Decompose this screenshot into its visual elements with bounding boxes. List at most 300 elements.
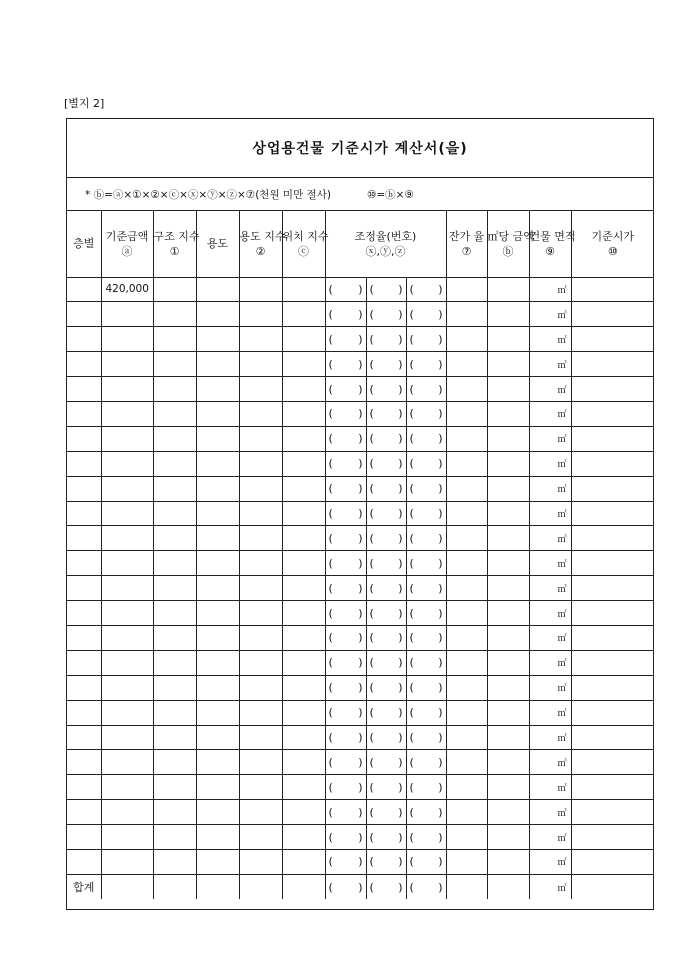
usage-cell[interactable] [196,426,239,451]
residual-rate-cell[interactable] [446,725,487,750]
structure-index-cell[interactable] [153,501,196,526]
residual-rate-cell[interactable] [446,277,487,302]
structure-index-cell[interactable] [153,526,196,551]
residual-rate-cell[interactable] [446,874,487,899]
base-amount-cell[interactable] [101,750,153,775]
base-amount-cell[interactable] [101,327,153,352]
standard-price-cell[interactable] [571,377,654,402]
residual-rate-cell[interactable] [446,576,487,601]
residual-rate-cell[interactable] [446,625,487,650]
residual-rate-cell[interactable] [446,601,487,626]
per-sqm-amount-cell[interactable] [487,377,529,402]
usage-cell[interactable] [196,601,239,626]
location-index-cell[interactable] [282,725,325,750]
standard-price-cell[interactable] [571,800,654,825]
location-index-cell[interactable] [282,576,325,601]
adjustment-cell[interactable] [366,775,406,800]
adjustment-cell[interactable] [366,576,406,601]
adjustment-cell[interactable] [406,401,446,426]
base-amount-cell[interactable] [101,800,153,825]
base-amount-cell[interactable] [101,377,153,402]
building-area-cell[interactable]: ㎡ [529,352,571,377]
building-area-cell[interactable]: ㎡ [529,650,571,675]
standard-price-cell[interactable] [571,750,654,775]
base-amount-cell[interactable] [101,725,153,750]
adjustment-cell[interactable] [406,327,446,352]
residual-rate-cell[interactable] [446,352,487,377]
adjustment-cell[interactable] [366,277,406,302]
adjustment-cell[interactable] [406,377,446,402]
adjustment-cell[interactable] [366,377,406,402]
standard-price-cell[interactable] [571,675,654,700]
usage-index-cell[interactable] [239,825,282,850]
adjustment-cell[interactable] [325,750,366,775]
adjustment-cell[interactable] [406,800,446,825]
adjustment-cell[interactable] [406,725,446,750]
structure-index-cell[interactable] [153,800,196,825]
base-amount-cell[interactable] [101,576,153,601]
adjustment-cell[interactable] [325,501,366,526]
standard-price-cell[interactable] [571,476,654,501]
base-amount-cell[interactable] [101,849,153,874]
location-index-cell[interactable] [282,700,325,725]
location-index-cell[interactable] [282,775,325,800]
residual-rate-cell[interactable] [446,501,487,526]
building-area-cell[interactable]: ㎡ [529,625,571,650]
building-area-cell[interactable]: ㎡ [529,800,571,825]
usage-index-cell[interactable] [239,327,282,352]
adjustment-cell[interactable] [366,650,406,675]
structure-index-cell[interactable] [153,377,196,402]
usage-index-cell[interactable] [239,675,282,700]
residual-rate-cell[interactable] [446,551,487,576]
usage-index-cell[interactable] [239,576,282,601]
structure-index-cell[interactable] [153,650,196,675]
residual-rate-cell[interactable] [446,426,487,451]
adjustment-cell[interactable] [325,302,366,327]
adjustment-cell[interactable] [325,675,366,700]
adjustment-cell[interactable] [325,327,366,352]
base-amount-cell[interactable] [101,501,153,526]
adjustment-cell[interactable] [366,725,406,750]
per-sqm-amount-cell[interactable] [487,700,529,725]
location-index-cell[interactable] [282,551,325,576]
adjustment-cell[interactable] [325,526,366,551]
adjustment-cell[interactable] [325,874,366,899]
location-index-cell[interactable] [282,650,325,675]
building-area-cell[interactable]: ㎡ [529,327,571,352]
adjustment-cell[interactable] [366,501,406,526]
structure-index-cell[interactable] [153,700,196,725]
usage-cell[interactable] [196,352,239,377]
residual-rate-cell[interactable] [446,750,487,775]
residual-rate-cell[interactable] [446,825,487,850]
location-index-cell[interactable] [282,302,325,327]
standard-price-cell[interactable] [571,700,654,725]
location-index-cell[interactable] [282,825,325,850]
adjustment-cell[interactable] [406,849,446,874]
usage-cell[interactable] [196,775,239,800]
adjustment-cell[interactable] [366,675,406,700]
usage-cell[interactable] [196,401,239,426]
building-area-cell[interactable]: ㎡ [529,426,571,451]
per-sqm-amount-cell[interactable] [487,302,529,327]
standard-price-cell[interactable] [571,327,654,352]
residual-rate-cell[interactable] [446,675,487,700]
usage-index-cell[interactable] [239,601,282,626]
adjustment-cell[interactable] [325,700,366,725]
location-index-cell[interactable] [282,426,325,451]
adjustment-cell[interactable] [325,775,366,800]
adjustment-cell[interactable] [325,849,366,874]
residual-rate-cell[interactable] [446,650,487,675]
usage-index-cell[interactable] [239,625,282,650]
structure-index-cell[interactable] [153,849,196,874]
per-sqm-amount-cell[interactable] [487,277,529,302]
per-sqm-amount-cell[interactable] [487,576,529,601]
residual-rate-cell[interactable] [446,849,487,874]
base-amount-cell[interactable] [101,352,153,377]
usage-index-cell[interactable] [239,725,282,750]
adjustment-cell[interactable] [406,352,446,377]
usage-index-cell[interactable] [239,750,282,775]
standard-price-cell[interactable] [571,551,654,576]
standard-price-cell[interactable] [571,576,654,601]
adjustment-cell[interactable] [366,825,406,850]
location-index-cell[interactable] [282,750,325,775]
location-index-cell[interactable] [282,501,325,526]
standard-price-cell[interactable] [571,426,654,451]
adjustment-cell[interactable] [406,551,446,576]
location-index-cell[interactable] [282,874,325,899]
per-sqm-amount-cell[interactable] [487,476,529,501]
usage-index-cell[interactable] [239,377,282,402]
building-area-cell[interactable]: ㎡ [529,501,571,526]
adjustment-cell[interactable] [366,874,406,899]
usage-index-cell[interactable] [239,352,282,377]
adjustment-cell[interactable] [325,551,366,576]
adjustment-cell[interactable] [406,476,446,501]
structure-index-cell[interactable] [153,352,196,377]
adjustment-cell[interactable] [325,377,366,402]
usage-cell[interactable] [196,849,239,874]
usage-cell[interactable] [196,277,239,302]
building-area-cell[interactable]: ㎡ [529,825,571,850]
base-amount-cell[interactable] [101,825,153,850]
per-sqm-amount-cell[interactable] [487,750,529,775]
base-amount-cell[interactable] [101,302,153,327]
adjustment-cell[interactable] [406,451,446,476]
usage-cell[interactable] [196,700,239,725]
base-amount-cell[interactable] [101,601,153,626]
adjustment-cell[interactable] [406,825,446,850]
adjustment-cell[interactable] [366,476,406,501]
usage-cell[interactable] [196,576,239,601]
standard-price-cell[interactable] [571,601,654,626]
building-area-cell[interactable]: ㎡ [529,675,571,700]
residual-rate-cell[interactable] [446,327,487,352]
per-sqm-amount-cell[interactable] [487,800,529,825]
usage-cell[interactable] [196,874,239,899]
building-area-cell[interactable]: ㎡ [529,377,571,402]
per-sqm-amount-cell[interactable] [487,352,529,377]
standard-price-cell[interactable] [571,302,654,327]
structure-index-cell[interactable] [153,426,196,451]
usage-index-cell[interactable] [239,650,282,675]
standard-price-cell[interactable] [571,526,654,551]
structure-index-cell[interactable] [153,277,196,302]
usage-index-cell[interactable] [239,302,282,327]
adjustment-cell[interactable] [366,601,406,626]
structure-index-cell[interactable] [153,750,196,775]
adjustment-cell[interactable] [325,352,366,377]
building-area-cell[interactable]: ㎡ [529,451,571,476]
location-index-cell[interactable] [282,601,325,626]
usage-index-cell[interactable] [239,874,282,899]
location-index-cell[interactable] [282,352,325,377]
per-sqm-amount-cell[interactable] [487,675,529,700]
building-area-cell[interactable]: ㎡ [529,526,571,551]
standard-price-cell[interactable] [571,277,654,302]
structure-index-cell[interactable] [153,551,196,576]
structure-index-cell[interactable] [153,625,196,650]
adjustment-cell[interactable] [406,277,446,302]
structure-index-cell[interactable] [153,601,196,626]
location-index-cell[interactable] [282,451,325,476]
per-sqm-amount-cell[interactable] [487,825,529,850]
structure-index-cell[interactable] [153,302,196,327]
base-amount-cell[interactable] [101,526,153,551]
location-index-cell[interactable] [282,849,325,874]
base-amount-cell[interactable] [101,476,153,501]
per-sqm-amount-cell[interactable] [487,874,529,899]
per-sqm-amount-cell[interactable] [487,551,529,576]
adjustment-cell[interactable] [406,576,446,601]
building-area-cell[interactable]: ㎡ [529,725,571,750]
usage-index-cell[interactable] [239,426,282,451]
per-sqm-amount-cell[interactable] [487,501,529,526]
per-sqm-amount-cell[interactable] [487,601,529,626]
residual-rate-cell[interactable] [446,700,487,725]
base-amount-cell[interactable] [101,401,153,426]
building-area-cell[interactable]: ㎡ [529,277,571,302]
usage-index-cell[interactable] [239,551,282,576]
adjustment-cell[interactable] [406,650,446,675]
usage-index-cell[interactable] [239,775,282,800]
usage-index-cell[interactable] [239,849,282,874]
base-amount-cell[interactable] [101,625,153,650]
usage-index-cell[interactable] [239,700,282,725]
usage-index-cell[interactable] [239,277,282,302]
adjustment-cell[interactable] [366,401,406,426]
standard-price-cell[interactable] [571,352,654,377]
adjustment-cell[interactable] [406,302,446,327]
usage-index-cell[interactable] [239,451,282,476]
adjustment-cell[interactable] [406,874,446,899]
standard-price-cell[interactable] [571,825,654,850]
per-sqm-amount-cell[interactable] [487,426,529,451]
per-sqm-amount-cell[interactable] [487,775,529,800]
standard-price-cell[interactable] [571,725,654,750]
usage-cell[interactable] [196,377,239,402]
usage-index-cell[interactable] [239,800,282,825]
adjustment-cell[interactable] [366,849,406,874]
structure-index-cell[interactable] [153,775,196,800]
building-area-cell[interactable]: ㎡ [529,849,571,874]
residual-rate-cell[interactable] [446,476,487,501]
adjustment-cell[interactable] [406,675,446,700]
usage-index-cell[interactable] [239,501,282,526]
standard-price-cell[interactable] [571,451,654,476]
adjustment-cell[interactable] [406,526,446,551]
residual-rate-cell[interactable] [446,377,487,402]
per-sqm-amount-cell[interactable] [487,650,529,675]
structure-index-cell[interactable] [153,675,196,700]
adjustment-cell[interactable] [406,426,446,451]
structure-index-cell[interactable] [153,725,196,750]
usage-index-cell[interactable] [239,401,282,426]
usage-cell[interactable] [196,675,239,700]
usage-cell[interactable] [196,725,239,750]
structure-index-cell[interactable] [153,825,196,850]
per-sqm-amount-cell[interactable] [487,451,529,476]
adjustment-cell[interactable] [325,426,366,451]
building-area-cell[interactable]: ㎡ [529,576,571,601]
standard-price-cell[interactable] [571,625,654,650]
base-amount-cell[interactable]: 420,000 [101,277,153,302]
location-index-cell[interactable] [282,327,325,352]
adjustment-cell[interactable] [366,700,406,725]
base-amount-cell[interactable] [101,426,153,451]
residual-rate-cell[interactable] [446,451,487,476]
usage-cell[interactable] [196,625,239,650]
adjustment-cell[interactable] [366,750,406,775]
base-amount-cell[interactable] [101,650,153,675]
usage-cell[interactable] [196,551,239,576]
structure-index-cell[interactable] [153,576,196,601]
adjustment-cell[interactable] [366,302,406,327]
base-amount-cell[interactable] [101,451,153,476]
building-area-cell[interactable]: ㎡ [529,775,571,800]
base-amount-cell[interactable] [101,874,153,899]
per-sqm-amount-cell[interactable] [487,401,529,426]
adjustment-cell[interactable] [406,501,446,526]
residual-rate-cell[interactable] [446,775,487,800]
location-index-cell[interactable] [282,625,325,650]
structure-index-cell[interactable] [153,401,196,426]
adjustment-cell[interactable] [406,775,446,800]
location-index-cell[interactable] [282,476,325,501]
usage-cell[interactable] [196,825,239,850]
building-area-cell[interactable]: ㎡ [529,551,571,576]
adjustment-cell[interactable] [325,476,366,501]
base-amount-cell[interactable] [101,551,153,576]
standard-price-cell[interactable] [571,650,654,675]
structure-index-cell[interactable] [153,451,196,476]
usage-cell[interactable] [196,476,239,501]
usage-cell[interactable] [196,327,239,352]
usage-index-cell[interactable] [239,476,282,501]
usage-cell[interactable] [196,451,239,476]
usage-cell[interactable] [196,526,239,551]
building-area-cell[interactable]: ㎡ [529,700,571,725]
location-index-cell[interactable] [282,277,325,302]
usage-cell[interactable] [196,302,239,327]
adjustment-cell[interactable] [366,551,406,576]
base-amount-cell[interactable] [101,675,153,700]
adjustment-cell[interactable] [406,750,446,775]
adjustment-cell[interactable] [406,700,446,725]
location-index-cell[interactable] [282,401,325,426]
structure-index-cell[interactable] [153,327,196,352]
residual-rate-cell[interactable] [446,800,487,825]
standard-price-cell[interactable] [571,775,654,800]
per-sqm-amount-cell[interactable] [487,725,529,750]
structure-index-cell[interactable] [153,476,196,501]
structure-index-cell[interactable] [153,874,196,899]
adjustment-cell[interactable] [366,526,406,551]
location-index-cell[interactable] [282,526,325,551]
location-index-cell[interactable] [282,377,325,402]
adjustment-cell[interactable] [366,800,406,825]
location-index-cell[interactable] [282,800,325,825]
residual-rate-cell[interactable] [446,526,487,551]
usage-cell[interactable] [196,501,239,526]
standard-price-cell[interactable] [571,501,654,526]
standard-price-cell[interactable] [571,874,654,899]
adjustment-cell[interactable] [325,625,366,650]
base-amount-cell[interactable] [101,775,153,800]
building-area-cell[interactable]: ㎡ [529,874,571,899]
adjustment-cell[interactable] [325,401,366,426]
adjustment-cell[interactable] [325,451,366,476]
per-sqm-amount-cell[interactable] [487,849,529,874]
per-sqm-amount-cell[interactable] [487,625,529,650]
usage-index-cell[interactable] [239,526,282,551]
building-area-cell[interactable]: ㎡ [529,601,571,626]
usage-cell[interactable] [196,650,239,675]
location-index-cell[interactable] [282,675,325,700]
adjustment-cell[interactable] [325,650,366,675]
adjustment-cell[interactable] [366,625,406,650]
adjustment-cell[interactable] [366,352,406,377]
base-amount-cell[interactable] [101,700,153,725]
adjustment-cell[interactable] [366,426,406,451]
standard-price-cell[interactable] [571,849,654,874]
adjustment-cell[interactable] [325,725,366,750]
usage-cell[interactable] [196,750,239,775]
building-area-cell[interactable]: ㎡ [529,750,571,775]
residual-rate-cell[interactable] [446,401,487,426]
adjustment-cell[interactable] [325,800,366,825]
adjustment-cell[interactable] [325,277,366,302]
per-sqm-amount-cell[interactable] [487,526,529,551]
usage-cell[interactable] [196,800,239,825]
adjustment-cell[interactable] [325,576,366,601]
adjustment-cell[interactable] [366,451,406,476]
per-sqm-amount-cell[interactable] [487,327,529,352]
standard-price-cell[interactable] [571,401,654,426]
adjustment-cell[interactable] [325,601,366,626]
adjustment-cell[interactable] [406,625,446,650]
building-area-cell[interactable]: ㎡ [529,476,571,501]
residual-rate-cell[interactable] [446,302,487,327]
adjustment-cell[interactable] [366,327,406,352]
adjustment-cell[interactable] [406,601,446,626]
building-area-cell[interactable]: ㎡ [529,302,571,327]
adjustment-cell[interactable] [325,825,366,850]
building-area-cell[interactable]: ㎡ [529,401,571,426]
